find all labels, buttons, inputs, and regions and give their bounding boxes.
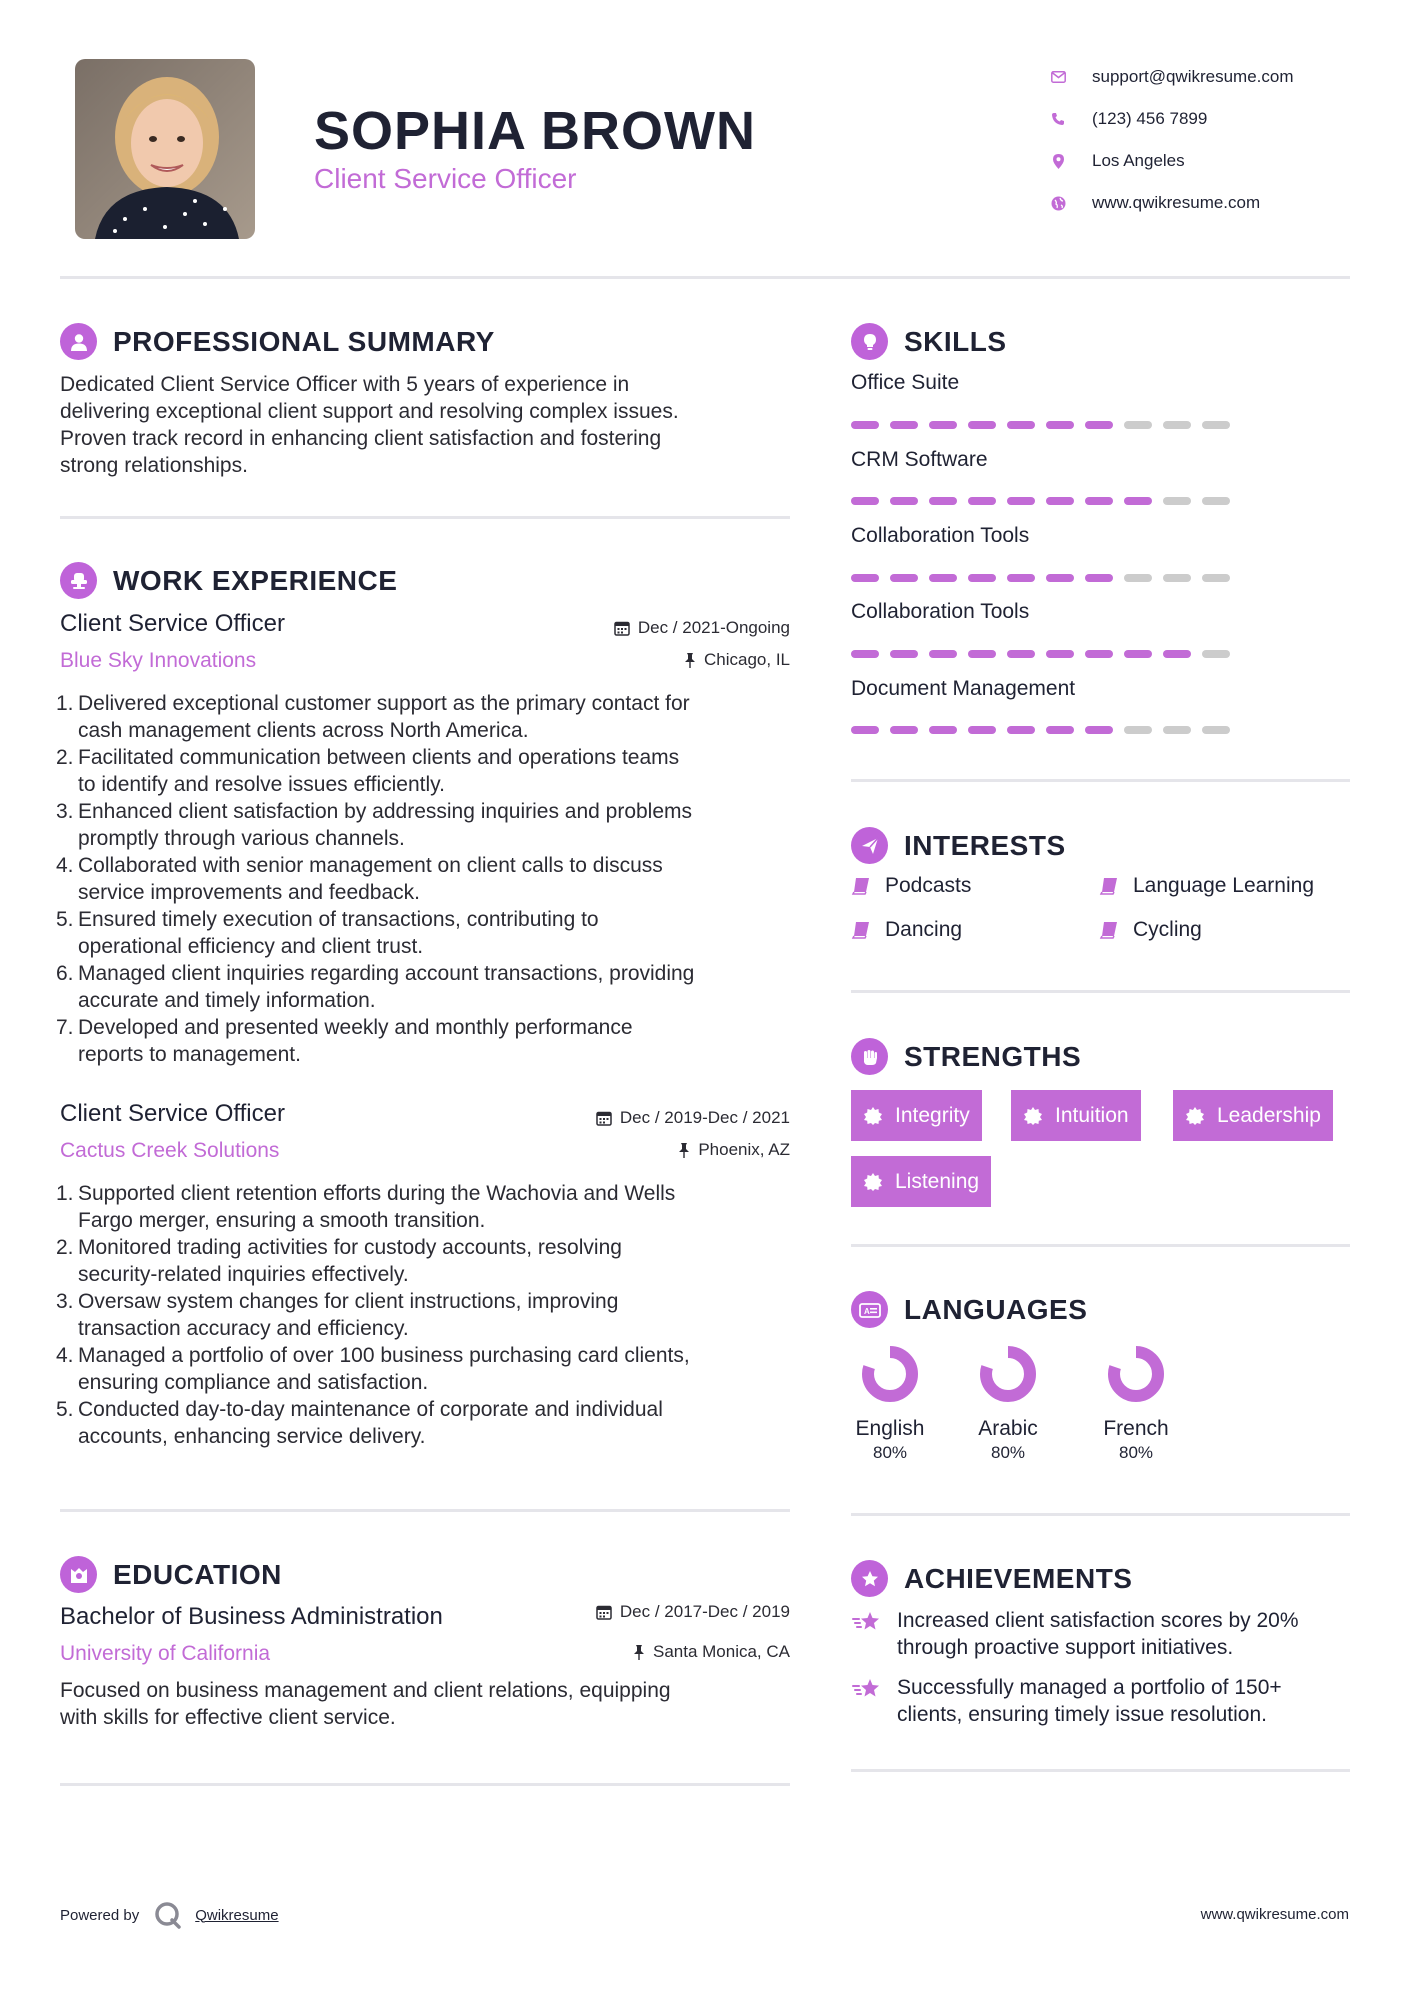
contact-email-text: support@qwikresume.com [1092,67,1294,86]
skill-level-dash [1163,650,1191,658]
skill-level-dash [1007,497,1035,505]
book-icon [851,876,871,896]
language-icon [851,1291,888,1328]
achievements-heading [851,1560,1132,1597]
contact-phone-text: (123) 456 7899 [1092,109,1208,128]
strength-tag [851,1156,991,1207]
education-location [500,1642,790,1662]
list-item: 1. Supported client retention efforts during the Wachovia and Wells Fargo merger, ensuring a smooth transition. [56,1182,676,1232]
summary-heading [60,323,495,360]
education-description [60,1677,800,1731]
job-2-company: Cactus Creek Solutions [60,1139,280,1162]
summary-line: Dedicated Client Service Officer with 5 years of experience in [60,373,630,396]
job-1-bullets [56,690,800,1068]
language-name: French [1103,1417,1169,1440]
language-percent: 80% [990,1443,1026,1462]
achievement-line: clients, ensuring timely issue resolution. [897,1703,1268,1726]
contact-website-text: www.qwikresume.com [1092,193,1261,212]
list-item: 5. Conducted day-to-day maintenance of corporate and individual accounts, enhancing service delivery. [56,1398,663,1448]
language-item [1096,1344,1176,1463]
fist-icon [851,1038,888,1075]
education-divider [60,1783,790,1786]
job-1-company: Blue Sky Innovations [60,649,257,672]
skill-level-dash [929,421,957,429]
achievement-item [851,1674,1351,1728]
skill-level-dash [1085,650,1113,658]
language-progress-ring [860,1344,920,1404]
skill-level-dash [1163,421,1191,429]
skill-level-dash [929,650,957,658]
envelope-icon [1050,69,1066,85]
skill-level-bar [851,650,1241,658]
education-location-text: Santa Monica, CA [652,1642,790,1661]
skill-level-dash [1202,650,1230,658]
strength-tag [1173,1090,1333,1141]
degree-title: Bachelor of Business Administration [60,1603,443,1630]
language-item [850,1344,930,1463]
skill-level-dash [890,574,918,582]
achievement-line: Increased client satisfaction scores by 20% [897,1609,1299,1632]
calendar-icon [614,620,630,636]
qwikresume-link[interactable]: Qwikresume [195,1906,279,1924]
achievement-line: through proactive support initiatives. [897,1636,1234,1659]
book-icon [1099,876,1119,896]
interest-label: Podcasts [885,874,972,897]
graduation-icon [60,1556,97,1593]
skill-level-dash [1085,726,1113,734]
education-line: Focused on business management and client relations, equipping [60,1679,671,1702]
pushpin-icon [678,1142,690,1158]
strength-label: Intuition [1055,1103,1129,1127]
skill-level-dash [1124,421,1152,429]
skill-level-dash [1085,421,1113,429]
skill-name: Collaboration Tools [851,524,1030,547]
interest-label: Dancing [885,918,963,941]
skill-level-dash [851,574,879,582]
skill-level-bar [851,726,1241,734]
skill-level-dash [851,497,879,505]
powered-by-label: Powered by [60,1906,140,1924]
star-badge-icon [851,1560,888,1597]
education-dates-text: Dec / 2017-Dec / 2019 [619,1602,790,1621]
contact-list [1050,56,1380,224]
user-icon [60,323,97,360]
interests-heading [851,827,1066,864]
skill-level-dash [851,650,879,658]
skill-name: Collaboration Tools [851,600,1030,623]
contact-location-text: Los Angeles [1092,151,1185,170]
job-1-dates-text: Dec / 2021-Ongoing [637,618,790,637]
skill-level-dash [968,497,996,505]
candidate-name: SOPHIA BROWN [314,101,756,161]
summary-divider [60,516,790,519]
skill-level-dash [1124,497,1152,505]
language-item [968,1344,1048,1463]
skill-level-dash [851,421,879,429]
achievement-line: Successfully managed a portfolio of 150+ [897,1676,1282,1699]
language-name: Arabic [978,1417,1038,1440]
skill-level-dash [968,726,996,734]
skill-level-dash [890,726,918,734]
summary-title: PROFESSIONAL SUMMARY [113,325,495,357]
achievement-item [851,1607,1351,1661]
skill-level-dash [968,421,996,429]
summary-text [60,371,800,479]
paper-plane-icon [851,827,888,864]
calendar-icon [596,1604,612,1620]
language-name: English [855,1417,925,1440]
strengths-heading [851,1038,1081,1075]
skill-level-dash [1046,726,1074,734]
education-heading [60,1556,282,1593]
skill-level-dash [1124,574,1152,582]
profile-photo [75,59,255,239]
skill-level-dash [1163,726,1191,734]
qwikresume-logo-icon [153,1900,183,1930]
skill-level-dash [1202,497,1230,505]
svg-text:A: A [863,1306,870,1316]
school-name: University of California [60,1642,271,1665]
map-pin-icon [1050,153,1066,169]
contact-location [1050,140,1380,182]
book-icon [851,920,871,940]
language-progress-arc [1114,1352,1158,1396]
education-dates [500,1602,790,1622]
achievements-divider [851,1769,1350,1772]
footer-powered-by [60,1900,279,1930]
skill-level-bar [851,574,1241,582]
education-line: with skills for effective client service. [60,1706,396,1729]
interests-title: INTERESTS [904,829,1066,861]
summary-line: delivering exceptional client support and resolving complex issues. [60,400,679,423]
strength-label: Integrity [895,1103,970,1127]
skill-level-dash [929,497,957,505]
skill-level-dash [968,574,996,582]
language-progress-ring [978,1344,1038,1404]
strength-tag [851,1090,982,1141]
job-1-location-text: Chicago, IL [704,650,790,669]
language-percent: 80% [1118,1443,1154,1462]
briefcase-icon [60,562,97,599]
pushpin-icon [633,1644,645,1660]
job-2-bullets [56,1180,800,1450]
job-2-location [500,1140,790,1160]
list-item: 6. Managed client inquiries regarding account transactions, providing accurate and timely information. [56,962,695,1012]
list-item: 7. Developed and presented weekly and monthly performance reports to management. [56,1016,633,1066]
skill-name: Document Management [851,677,1076,700]
interest-label: Language Learning [1133,874,1315,897]
skill-level-dash [1046,650,1074,658]
skill-level-dash [890,421,918,429]
footer-site-link[interactable]: www.qwikresume.com [1200,1906,1349,1923]
language-progress-arc [868,1352,912,1396]
interest-label: Cycling [1133,918,1202,941]
interest-item [1099,874,1314,898]
list-item: 3. Enhanced client satisfaction by addressing inquiries and problems promptly through various channels. [56,800,693,850]
summary-line: strong relationships. [60,454,248,477]
interest-item [851,918,962,942]
shooting-star-icon [851,1676,883,1702]
list-item: 5. Ensured timely execution of transactions, contributing to operational efficiency and client trust. [56,908,599,958]
skill-level-dash [1046,497,1074,505]
skill-level-dash [1007,726,1035,734]
badge-icon [863,1106,883,1126]
badge-icon [863,1172,883,1192]
skill-level-dash [1007,421,1035,429]
skill-level-dash [1007,650,1035,658]
achievements-title: ACHIEVEMENTS [904,1562,1133,1594]
skill-name: CRM Software [851,448,988,471]
skill-level-dash [1163,497,1191,505]
skill-level-dash [1085,497,1113,505]
job-1-location [500,650,790,670]
skill-level-dash [890,497,918,505]
contact-phone[interactable] [1050,98,1380,140]
summary-line: Proven track record in enhancing client satisfaction and fostering [60,427,662,450]
skill-level-dash [1046,574,1074,582]
badge-icon [1023,1106,1043,1126]
job-2-location-text: Phoenix, AZ [698,1140,790,1159]
skill-level-dash [1124,650,1152,658]
job-2-dates [500,1108,790,1128]
skills-title: SKILLS [904,325,1007,357]
skill-level-dash [968,650,996,658]
languages-heading [851,1291,1087,1328]
list-item: 2. Facilitated communication between clients and operations teams to identify and resolve issues efficiently. [56,746,680,796]
skill-level-dash [1202,574,1230,582]
calendar-icon [596,1110,612,1126]
language-percent: 80% [872,1443,908,1462]
book-icon [1099,920,1119,940]
skill-level-dash [851,726,879,734]
skill-level-dash [1085,574,1113,582]
job-1-dates [500,618,790,638]
job-2-title: Client Service Officer [60,1100,285,1127]
experience-heading [60,562,397,599]
education-title: EDUCATION [113,1558,282,1590]
skill-level-bar [851,497,1241,505]
pushpin-icon [684,652,696,668]
experience-title: WORK EXPERIENCE [113,564,398,596]
skill-level-dash [1163,574,1191,582]
language-progress-arc [986,1352,1030,1396]
strengths-title: STRENGTHS [904,1040,1082,1072]
lightbulb-icon [851,323,888,360]
interest-item [1099,918,1202,942]
strength-tag [1011,1090,1141,1141]
strengths-divider [851,1244,1350,1247]
skill-level-dash [929,574,957,582]
shooting-star-icon [851,1609,883,1635]
skill-level-dash [1046,421,1074,429]
skill-level-dash [1202,726,1230,734]
contact-email[interactable] [1050,56,1380,98]
job-2-dates-text: Dec / 2019-Dec / 2021 [619,1108,790,1127]
badge-icon [1185,1106,1205,1126]
languages-divider [851,1513,1350,1516]
interest-item [851,874,971,898]
list-item: 4. Managed a portfolio of over 100 business purchasing card clients, ensuring compliance and satisfaction. [56,1344,690,1394]
strength-label: Listening [895,1169,980,1193]
list-item: 2. Monitored trading activities for custody accounts, resolving security-related inquiries effectively. [56,1236,622,1286]
experience-divider [60,1509,790,1512]
skill-name: Office Suite [851,371,960,394]
skill-level-bar [851,421,1241,429]
skills-divider [851,779,1350,782]
skill-level-dash [890,650,918,658]
job-1-title: Client Service Officer [60,610,285,637]
phone-icon [1050,111,1066,127]
language-progress-ring [1106,1344,1166,1404]
header-divider [60,276,1350,279]
interests-divider [851,990,1350,993]
languages-title: LANGUAGES [904,1293,1088,1325]
list-item: 1. Delivered exceptional customer support as the primary contact for cash management clients across North America. [56,692,690,742]
skill-level-dash [1202,421,1230,429]
list-item: 4. Collaborated with senior management on client calls to discuss service improvements and feedback. [56,854,663,904]
strength-label: Leadership [1217,1103,1321,1127]
skill-level-dash [1007,574,1035,582]
contact-website[interactable] [1050,182,1380,224]
globe-icon [1050,195,1066,211]
skills-heading [851,323,1007,360]
candidate-role: Client Service Officer [314,163,577,194]
skill-level-dash [1124,726,1152,734]
skill-level-dash [929,726,957,734]
list-item: 3. Oversaw system changes for client instructions, improving transaction accuracy and efficiency. [56,1290,619,1340]
